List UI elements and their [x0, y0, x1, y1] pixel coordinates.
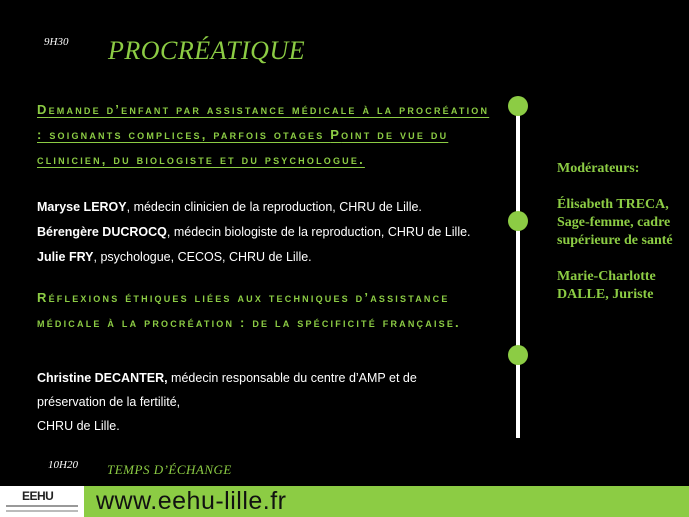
timeline-line	[516, 105, 520, 438]
logo-underline	[6, 510, 78, 512]
section2-title-text: éflexions éthiques liées aux techniques d’assistance médicale à la procréation : de la spécificité française.	[37, 290, 461, 330]
section2-title-initial: R	[37, 290, 49, 305]
section2-title	[37, 285, 497, 335]
speaker-3	[37, 250, 312, 264]
timeline-dot	[508, 345, 528, 365]
speaker-2	[37, 225, 471, 239]
speaker-4-role: médecin responsable du centre d’AMP et de préservation de la fertilité,	[37, 371, 417, 409]
speaker-1	[37, 200, 422, 214]
moderator-2: Marie-Charlotte DALLE, Juriste	[557, 269, 656, 302]
logo-underline	[6, 505, 78, 507]
speaker-3-name: Julie FRY	[37, 250, 94, 264]
timeline-dot	[508, 211, 528, 231]
timeline-dot	[508, 96, 528, 116]
speaker-1-role: , médecin clinicien de la reproduction, CHRU de Lille.	[126, 200, 422, 214]
section1-title-text: emande d’enfant par assistance médicale à la procréation : soignants complices, parfois otages	[37, 102, 490, 142]
speaker-4	[37, 366, 477, 438]
session-title: PROCRÉATIQUE	[108, 36, 306, 65]
section1-title-text2: oint de vue du clinicien, du biologiste et du psychologue.	[37, 127, 449, 167]
footer-bar	[0, 486, 689, 517]
moderator-1: Élisabeth TRECA, Sage-femme, cadre supérieure de santé	[557, 197, 673, 248]
moderators-label: Modérateurs:	[557, 161, 640, 176]
start-time: 9H30	[44, 36, 69, 48]
section1-title	[37, 97, 497, 172]
website-link[interactable]: www.eehu-lille.fr	[96, 487, 287, 515]
exchange-time-label: TEMPS D’ÉCHANGE	[107, 462, 232, 477]
speaker-2-role: , médecin biologiste de la reproduction, CHRU de Lille.	[166, 225, 471, 239]
eehu-logo	[0, 486, 84, 517]
speaker-4-name: Christine DECANTER,	[37, 371, 168, 385]
section1-title-initial: D	[37, 102, 49, 117]
speaker-4-place: CHRU de Lille.	[37, 419, 120, 433]
end-time: 10H20	[48, 459, 78, 471]
section1-title-initial2: P	[330, 127, 342, 142]
logo-text: EEHU	[22, 489, 54, 503]
speaker-1-name: Maryse LEROY	[37, 200, 127, 214]
speaker-3-role: , psychologue, CECOS, CHRU de Lille.	[93, 250, 312, 264]
speaker-2-name: Bérengère DUCROCQ	[37, 225, 167, 239]
moderators-panel	[557, 160, 682, 304]
